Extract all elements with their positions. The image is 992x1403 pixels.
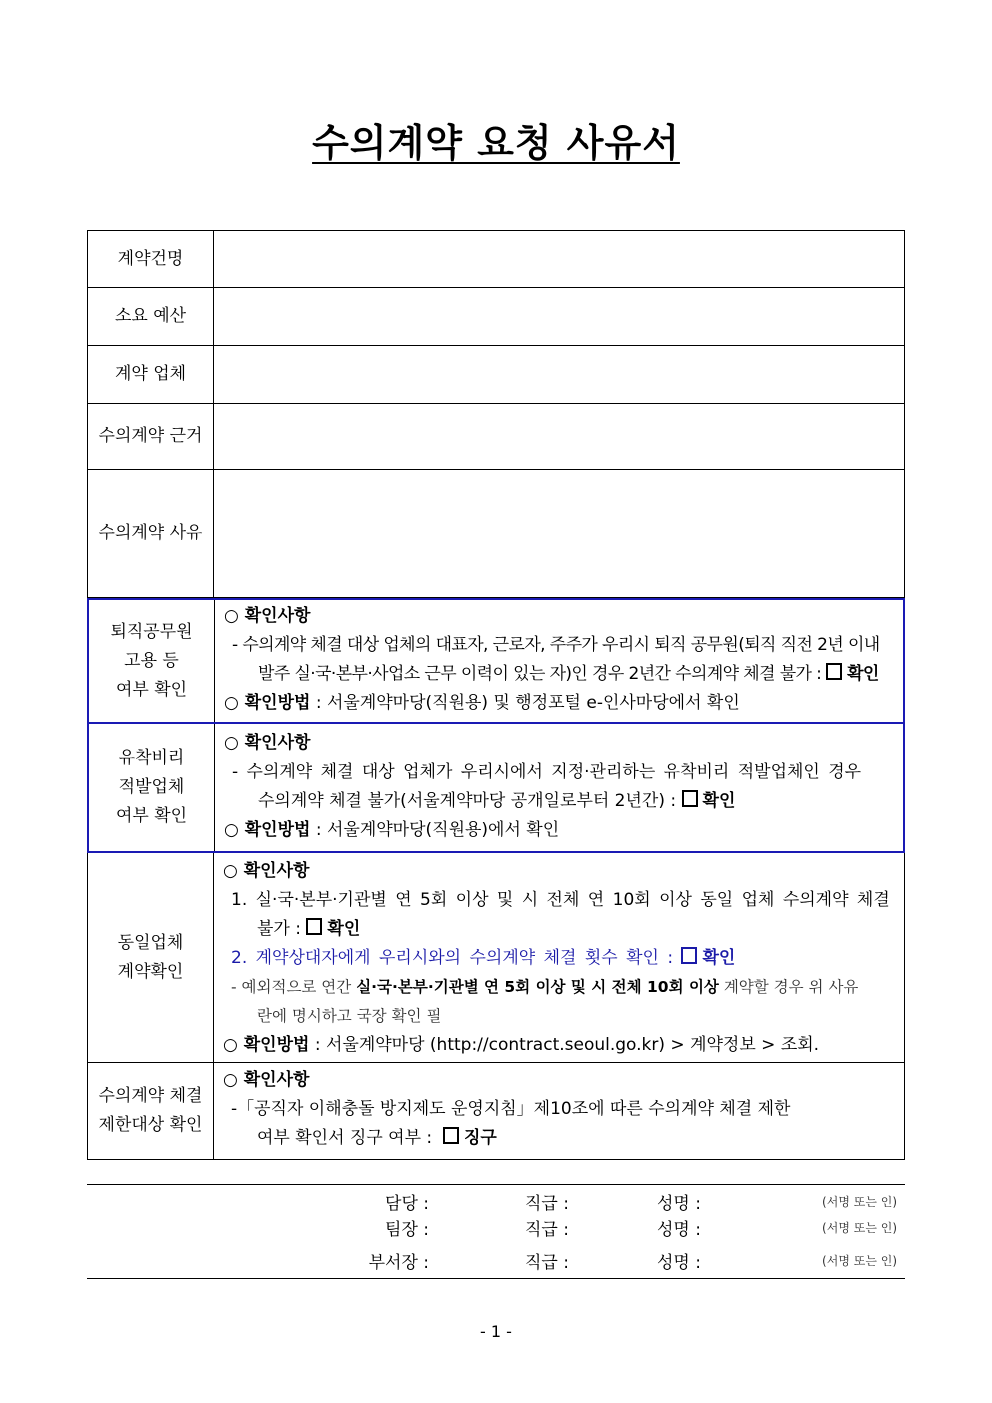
text: : 서울계약마당(직원용)에서 확인 [310,820,560,840]
method-line [224,689,895,718]
row-budget [87,288,905,346]
checkbox[interactable] [682,790,698,807]
checkbox[interactable] [826,663,842,680]
page-number: - 1 - [480,1322,512,1341]
basis-field[interactable] [214,404,904,469]
note-line [223,973,896,1002]
row-reason [87,470,905,598]
text-line: - 수의계약 체결 대상 업체가 우리시에서 지정·관리하는 유착비리 적발업체인 경우 [232,762,862,782]
text-line [224,660,895,689]
label: 소요 예산 [88,288,214,345]
row-retired-officials [87,598,905,724]
checkbox-label: 징구 [463,1128,497,1148]
row-restriction [87,1063,905,1160]
text: 2. 계약상대자에게 우리시와의 수의계약 체결 횟수 확인 : [231,948,674,968]
rank[interactable]: 직급 : [525,1220,569,1240]
label [89,724,215,851]
contract-name-field[interactable] [214,231,904,287]
text: 수의계약 체결 불가(서울계약마당 공개일로부터 2년간) : [258,791,677,811]
label-line: 제한대상 확인 [98,1115,203,1135]
label-line: 여부 확인 [115,806,188,826]
checkbox-label: 확인 [702,948,736,968]
text: 발주 실·국·본부·사업소 근무 이력이 있는 자)인 경우 2년간 수의계약 체결 불가 : [258,664,822,684]
page-title [0,112,992,167]
reason-field[interactable] [214,470,904,597]
text-line [223,1124,896,1153]
label-line: 퇴직공무원 [110,621,193,642]
name[interactable]: 성명 : [657,1253,701,1273]
text-line: - 수의계약 체결 대상 업체의 대표자, 근로자, 주주가 우리시 퇴직 공무원(퇴직 직전 2년 이내 [232,635,880,655]
content [214,1063,904,1159]
label-line: 적발업체 [118,777,185,797]
text: 불가 : [257,919,301,939]
label-line: 계약확인 [117,961,184,982]
text: - 예외적으로 연간 [231,978,357,996]
row-contract-name [87,230,905,288]
name[interactable]: 성명 : [657,1220,701,1240]
check-heading: ○ 확인사항 [224,733,311,753]
text-line [223,944,896,973]
label: 계약건명 [88,231,214,287]
row-same-vendor [87,853,905,1063]
role: 부서장 : [368,1253,429,1273]
row-basis [87,404,905,470]
budget-field[interactable] [214,288,904,345]
label-line: 수의계약 체결 [98,1086,203,1106]
signature-block [87,1184,905,1279]
text: 계약할 경우 위 사유 [718,978,859,996]
text-line: 1. 실·국·본부·기관별 연 5회 이상 및 시 전체 연 10회 이상 동일 업체 수의계약 체결 [231,890,890,910]
sign-note: (서명 또는 인) [822,1254,897,1268]
label-line: 여부 확인 [115,679,188,700]
checkbox[interactable] [306,918,322,935]
label: 수의계약 사유 [88,470,214,597]
content [215,724,903,851]
role: 담당 : [385,1194,429,1214]
name[interactable]: 성명 : [657,1194,701,1214]
text-line: -「공직자 이해충돌 방지제도 운영지침」제10조에 따른 수의계약 체결 제한 [231,1099,791,1119]
vendor-field[interactable] [214,346,904,403]
sign-note: (서명 또는 인) [822,1221,897,1235]
rank[interactable]: 직급 : [525,1194,569,1214]
sign-note: (서명 또는 인) [822,1195,897,1209]
label [88,853,214,1062]
checkbox-label: 확인 [327,919,361,939]
method-heading: ○ 확인방법 [223,1035,310,1055]
method-line [224,816,895,845]
checkbox[interactable] [443,1127,459,1144]
text: : 서울계약마당(직원용) 및 행정포털 e-인사마당에서 확인 [310,693,740,713]
text: 여부 확인서 징구 여부 : [257,1128,433,1148]
check-heading: ○ 확인사항 [224,606,311,626]
method-line [223,1031,896,1060]
method-heading: ○ 확인방법 [224,693,311,713]
label [89,600,215,722]
text-line [224,787,895,816]
method-heading: ○ 확인방법 [224,820,311,840]
label-line: 동일업체 [117,932,184,953]
text: : 서울계약마당 (http://contract.seoul.go.kr) > 계약정보 > 조회. [309,1035,820,1055]
check-heading: ○ 확인사항 [223,1070,310,1090]
row-collusion [87,722,905,853]
content [215,600,903,722]
rank[interactable]: 직급 : [525,1253,569,1273]
check-heading: ○ 확인사항 [223,861,310,881]
role: 팀장 : [385,1220,429,1240]
text-line [223,915,896,944]
checkbox-label: 확인 [847,664,879,684]
label-line: 고용 등 [124,650,179,671]
checkbox[interactable] [681,947,697,964]
label-line: 유착비리 [118,748,185,768]
label [88,1063,214,1159]
label: 수의계약 근거 [88,404,214,469]
checkbox-label: 확인 [702,791,736,811]
text-bold: 실·국·본부·기관별 연 5회 이상 및 시 전체 10회 이상 [356,978,719,996]
content [214,853,904,1062]
label: 계약 업체 [88,346,214,403]
row-vendor [87,346,905,404]
title-text: 수의계약 요청 사유서 [312,121,680,165]
note-line: 란에 명시하고 국장 확인 필 [257,1007,442,1025]
